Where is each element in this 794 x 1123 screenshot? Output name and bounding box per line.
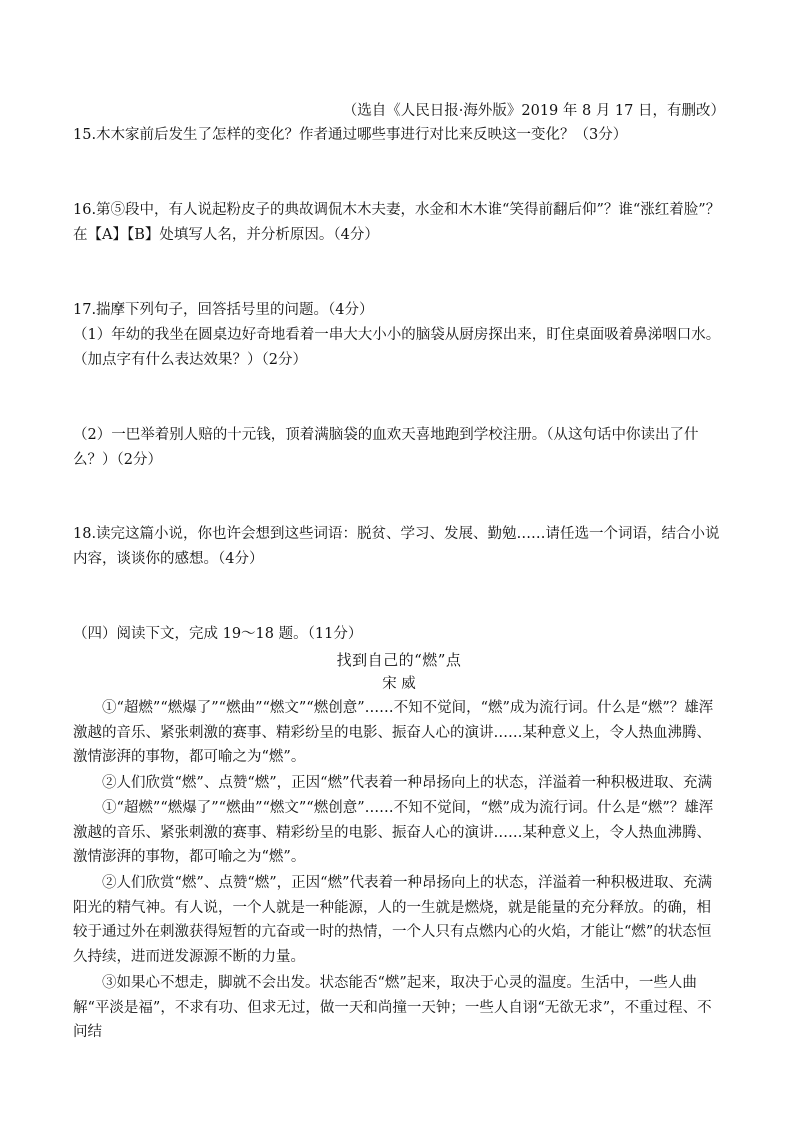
essay-paragraph-1-repeat: ①“超燃”“燃爆了”“燃曲”“燃文”“燃创意”……不知不觉间，“燃”成为流行词。什么是“燃”？雄浑激越的音乐、紧张刺激的赛事、精彩纷呈的电影、振奋人心的演讲……某种意义上，令人热血沸腾、激情澎湃的事物，都可喻之为“燃”。 [73,800,714,865]
question-17-stem: 17.揣摩下列句子，回答括号里的问题。（4分） [73,302,374,318]
essay-author: 宋 威 [382,676,416,692]
question-17-part-1: （1）年幼的我坐在圆桌边好奇地看着一串大大小小的脑袋从厨房探出来，盯住桌面吸着鼻涕咽口水。（加点字有什么表达效果？）（2分） [73,327,721,368]
essay-paragraph-2-partial: ②人们欣赏“燃”、点赞“燃”，正因“燃”代表着一种昂扬向上的状态，洋溢着一种积极进取、充满 [102,775,712,791]
source-attribution: （选自《人民日报·海外版》2019 年 8 月 17 日，有删改） [342,103,725,119]
section-4-heading: （四）阅读下文，完成 19～18 题。（11分） [73,626,363,642]
question-17-part-2: （2）一巴举着别人赔的十元钱，顶着满脑袋的血欢天喜地跑到学校注册。（从这句话中你读出了什么？）（2分） [73,427,699,468]
essay-title: 找到自己的“燃”点 [336,651,462,669]
question-18: 18.读完这篇小说，你也许会想到这些词语：脱贫、学习、发展、勤勉……请任选一个词语，结合小说内容，谈谈你的感想。（4分） [73,526,720,567]
question-16: 16.第⑤段中，有人说起粉皮子的典故调侃木木夫妻，水金和木木谁“笑得前翻后仰”？谁“涨红着脸”？在【A】【B】处填写人名，并分析原因。（4分） [73,202,721,243]
essay-paragraph-1: ①“超燃”“燃爆了”“燃曲”“燃文”“燃创意”……不知不觉间，“燃”成为流行词。什么是“燃”？雄浑激越的音乐、紧张刺激的赛事、精彩纷呈的电影、振奋人心的演讲……某种意义上，令人热血沸腾、激情澎湃的事物，都可喻之为“燃”。 [73,700,714,765]
question-15: 15.木木家前后发生了怎样的变化？作者通过哪些事进行对比来反映这一变化？（3分） [73,127,628,143]
essay-paragraph-2: ②人们欣赏“燃”、点赞“燃”，正因“燃”代表着一种昂扬向上的状态，洋溢着一种积极进取、充满阳光的精气神。有人说，一个人就是一种能源，人的一生就是燃烧，就是能量的充分释放。的确，相较于通过外在刺激获得短暂的亢奋或一时的热情，一个人只有点燃内心的火焰，才能让“燃”的状态恒久持续，进而迸发源源不断的力量。 [73,875,712,965]
essay-paragraph-3: ③如果心不想走，脚就不会出发。状态能否“燃”起来，取决于心灵的温度。生活中，一些人曲解“平淡是福”，不求有功、但求无过，做一天和尚撞一天钟；一些人自诩“无欲无求”，不重过程、不问结 [73,975,712,1040]
